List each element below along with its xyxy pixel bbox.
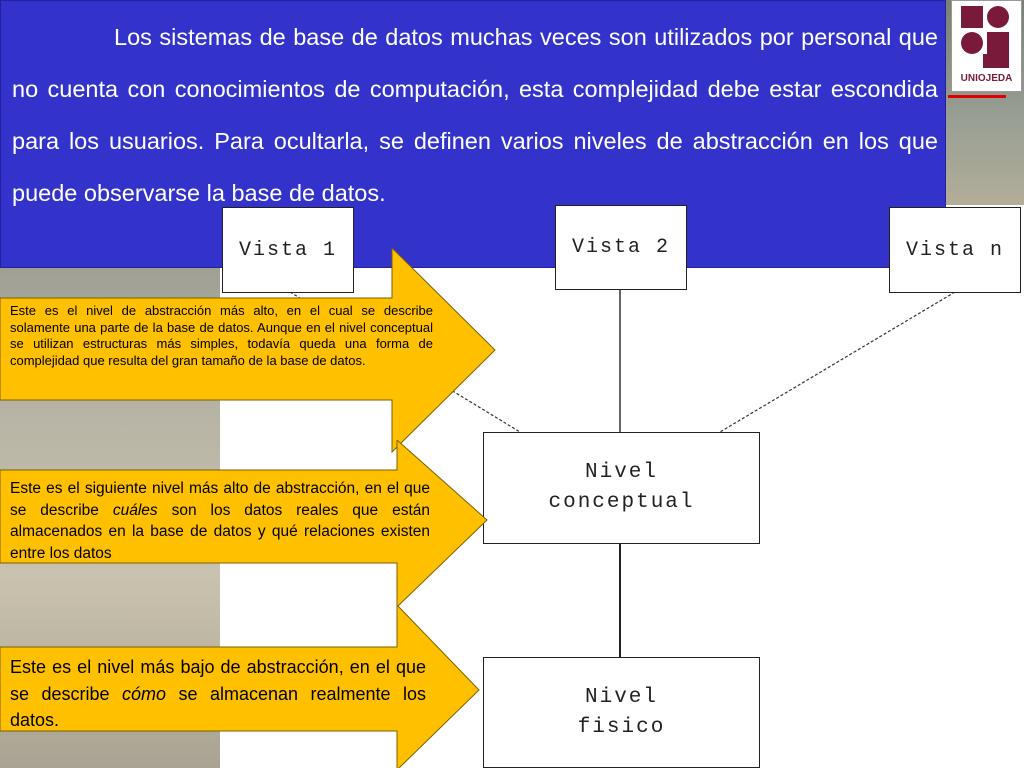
callout-conceptual-pre: Este es el siguiente nivel más alto de abstracción, en el que se describe [10,480,430,519]
red-divider [948,95,1006,98]
logo-text: UNIOJEDA [960,73,1013,84]
callout-conceptual-em: cuáles [112,501,158,519]
callout-fisico-em: cómo [121,683,166,704]
callout-fisico-pre: Este es el nivel más bajo de abstracción, en el que se describe [10,657,426,704]
logo-mark-icon [961,6,1013,70]
vista-1-label: Vista 1 [238,238,337,262]
nivel-conceptual-box [483,432,760,544]
uniojeda-logo [951,0,1022,92]
nivel-fisico-line2: fisico [577,715,666,739]
connector-vistan-conceptual [720,292,955,432]
intro-box [0,0,946,268]
vista-2-box [555,205,687,290]
callout-text-conceptual [10,478,430,564]
vista-n-box [889,207,1021,293]
nivel-fisico-box [483,657,760,768]
nivel-conceptual-line2: conceptual [548,491,695,514]
callout-text-vistas: Este es el nivel de abstracción más alto, en el cual se describe solamente una parte de la base de datos. Aunque en el nivel conceptual se utilizan estructuras más simples, todavía queda una forma de complejidad que resulta del gran tamaño de la base de datos. [10,303,433,368]
vista-n-label: Vista n [905,238,1004,262]
callout-conceptual-post: son los datos reales que están almacenados en la base de datos y qué relaciones existen entre los datos [10,501,430,562]
nivel-conceptual-line1: Nivel [584,461,658,484]
nivel-fisico-line1: Nivel [584,685,658,709]
intro-text: Los sistemas de base de datos muchas veces son utilizados por personal que no cuenta con conocimientos de computación, esta complejidad debe estar escondida para los usuarios. Para ocultarla, se definen varios niveles de abstracción en los que puede observarse la base de datos. [12,24,938,206]
callout-fisico-post: se almacenan realmente los datos. [10,683,426,730]
callout-text-fisico [10,654,426,734]
vista-2-label: Vista 2 [571,236,670,259]
